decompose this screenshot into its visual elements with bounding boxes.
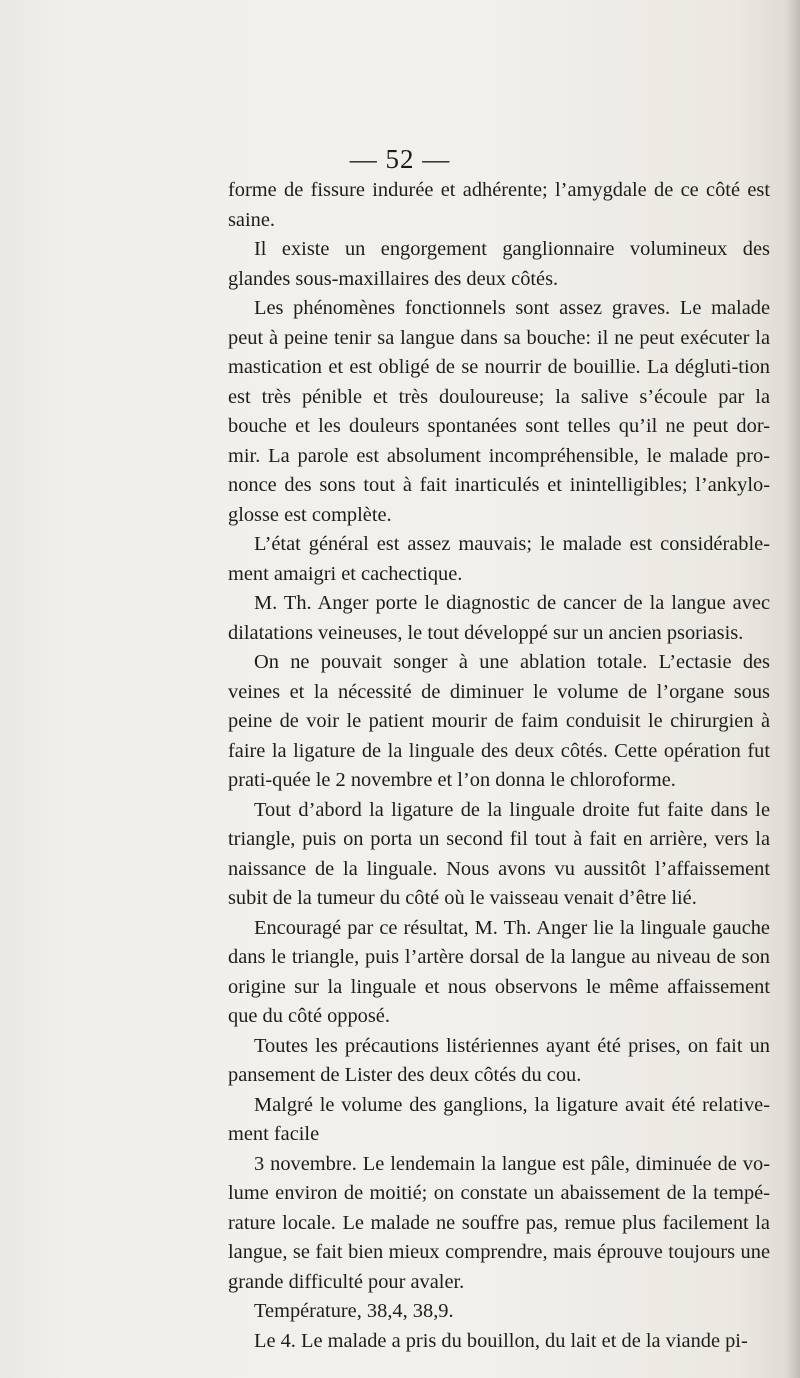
paragraph: Température, 38,4, 38,9. — [254, 1300, 454, 1322]
paragraph: L’état général est assez mauvais; le malade est considérable-ment amaigri et cachectique. — [228, 533, 770, 585]
paragraph: Malgré le volume des ganglions, la ligature avait été relative-ment facile — [228, 1093, 770, 1145]
paragraph: Le 4. Le malade a pris du bouillon, du lait et de la viande pi- — [254, 1329, 748, 1352]
paragraph: Il existe un engorgement ganglionnaire volumineux des glandes sous-maxillaires des deux côtés. — [228, 238, 770, 290]
paragraph: M. Th. Anger porte le diagnostic de cancer de la langue avec dilatations veineuses, le tout développé sur un ancien psoriasis. — [228, 592, 770, 644]
body-text — [228, 176, 770, 1356]
paragraph: Tout d’abord la ligature de la linguale droite fut faite dans le triangle, puis on porta un second fil tout à fait en arrière, vers la naissance de la linguale. Nous avons vu aussitôt l’affaissement subit de la tumeur du côté où le vaisseau venait d’être lié. — [228, 798, 770, 909]
paragraph: Toutes les précautions listériennes ayant été prises, on fait un pansement de Lister des deux côtés du cou. — [228, 1034, 770, 1086]
paragraph: Les phénomènes fonctionnels sont assez graves. Le malade peut à peine tenir sa langue dans sa bouche: il ne peut exécuter la mastication et est obligé de se nourrir de bouillie. La dégluti-tion est très pénible et très douloureuse; la salive s’écoule par la bouche et les douleurs spontanées sont telles qu’il ne peut dor-mir. La parole est absolument incompréhensible, le malade pro-nonce des sons tout à fait inarticulés et inintelligibles; l’ankylo-glosse est complète. — [228, 297, 770, 526]
paragraph-continuation: forme de fissure indurée et adhérente; l’amygdale de ce côté est saine. — [228, 179, 770, 231]
paragraph: Encouragé par ce résultat, M. Th. Anger lie la linguale gauche dans le triangle, puis l’artère dorsal de la langue au niveau de son origine sur la linguale et nous observons le même affaissement que du côté opposé. — [228, 916, 770, 1027]
paragraph: 3 novembre. Le lendemain la langue est pâle, diminuée de vo-lume environ de moitié; on constate un abaissement de la tempé-rature locale. Le malade ne souffre pas, remue plus facilement la langue, se fait bien mieux comprendre, mais éprouve toujours une grande difficulté pour avaler. — [228, 1152, 770, 1293]
page-number: — 52 — — [349, 144, 451, 174]
paragraph: On ne pouvait songer à une ablation totale. L’ectasie des veines et la nécessité de diminuer le volume de l’organe sous peine de voir le patient mourir de faim conduisit le chirurgien à faire la ligature de la linguale des deux côtés. Cette opération fut prati-quée le 2 novembre et l’on donna le chloroforme. — [228, 651, 770, 791]
page-edge-shadow — [786, 0, 800, 1378]
